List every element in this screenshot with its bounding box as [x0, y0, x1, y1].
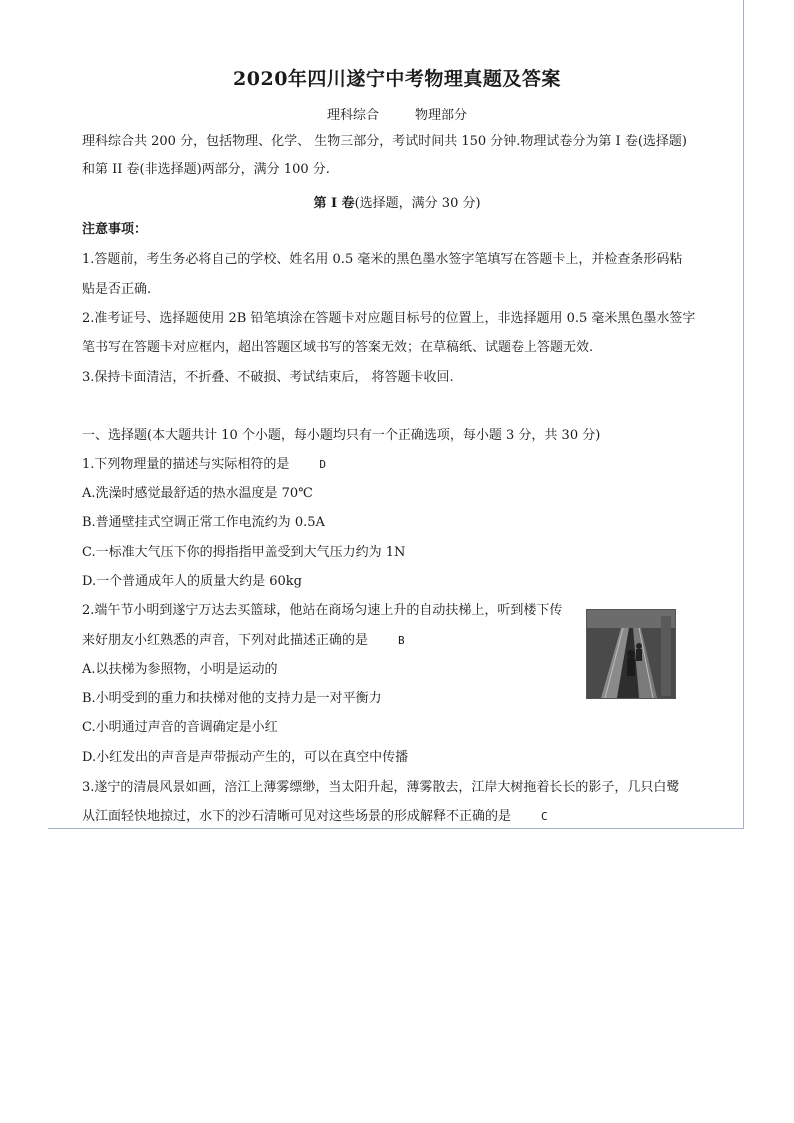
notice-title: 注意事项：: [82, 222, 148, 237]
subtitle-subject: 理科综合: [326, 108, 379, 123]
subtitle-part: 物理部分: [415, 108, 468, 123]
subtitle: [0, 104, 794, 123]
question-stem-text: 1.下列物理量的描述与实际相符的是: [82, 457, 290, 472]
question-stem-text: 从江面轻快地掠过，水下的沙石清晰可见对这些场景的形成解释不正确的是: [82, 809, 512, 824]
question-2-stem-line-2: [82, 633, 405, 649]
notice-line: 贴是否正确.: [82, 282, 152, 297]
page-border-right: [743, 0, 744, 828]
question-answer: C: [541, 810, 548, 823]
question-2-stem-line-1: 2.端午节小明到遂宁万达去买篮球，他站在商场匀速上升的自动扶梯上，听到楼下传: [82, 603, 563, 618]
section-title: [0, 192, 794, 211]
question-3-stem-line-2: [82, 809, 548, 825]
question-3-stem-line-1: 3.遂宁的清晨风景如画，涪江上薄雾缥缈，当太阳升起，薄雾散去，江岸大树拖着长长的影子，几只白鹭: [82, 780, 680, 795]
intro-line-2: 和第 II 卷(非选择题)两部分，满分 100 分.: [82, 162, 330, 177]
notice-line: 1.答题前，考生务必将自己的学校、姓名用 0.5 毫米的黑色墨水签字笔填写在答题卡上，并检查条形码粘: [82, 252, 683, 267]
section-title-detail: (选择题，满分 30 分): [354, 196, 481, 211]
page-border-bottom: [48, 828, 744, 829]
question-option: A.洗澡时感觉最舒适的热水温度是 70℃: [82, 486, 313, 501]
notice-line: 3.保持卡面清洁，不折叠、不破损、考试结束后， 将答题卡收回.: [82, 370, 454, 385]
question-stem-text: 来好朋友小红熟悉的声音，下列对此描述正确的是: [82, 633, 369, 648]
escalator-photo: [586, 609, 676, 699]
part1-heading: 一、选择题(本大题共计 10 个小题，每小题均只有一个正确选项，每小题 3 分，共 30 分): [82, 428, 601, 443]
question-option: A.以扶梯为参照物，小明是运动的: [82, 662, 278, 677]
question-option: C.小明通过声音的音调确定是小红: [82, 720, 278, 735]
question-answer: D: [319, 458, 327, 471]
question-option: D.小红发出的声音是声带振动产生的，可以在真空中传播: [82, 750, 409, 765]
question-1-stem: [82, 457, 326, 473]
question-option: C.一标准大气压下你的拇指指甲盖受到大气压力约为 1N: [82, 545, 406, 560]
question-answer: B: [398, 634, 405, 647]
question-option: D.一个普通成年人的质量大约是 60kg: [82, 574, 302, 589]
escalator-photo-graphic: [587, 610, 675, 698]
section-title-volume: 第 I 卷: [313, 196, 355, 211]
notice-line: 笔书写在答题卡对应框内，超出答题区域书写的答案无效；在草稿纸、试题卷上答题无效.: [82, 340, 594, 355]
notice-line: 2.准考证号、选择题使用 2B 铅笔填涂在答题卡对应题目标号的位置上，非选择题用 0.5 毫米黑色墨水签字: [82, 311, 696, 326]
question-option: B.普通壁挂式空调正常工作电流约为 0.5A: [82, 515, 325, 530]
question-option: B.小明受到的重力和扶梯对他的支持力是一对平衡力: [82, 691, 382, 706]
intro-line-1: 理科综合共 200 分，包括物理、化学、 生物三部分，考试时间共 150 分钟.物理试卷分为第 I 卷(选择题): [82, 134, 687, 149]
page-title: 2020年四川遂宁中考物理真题及答案: [233, 68, 561, 90]
